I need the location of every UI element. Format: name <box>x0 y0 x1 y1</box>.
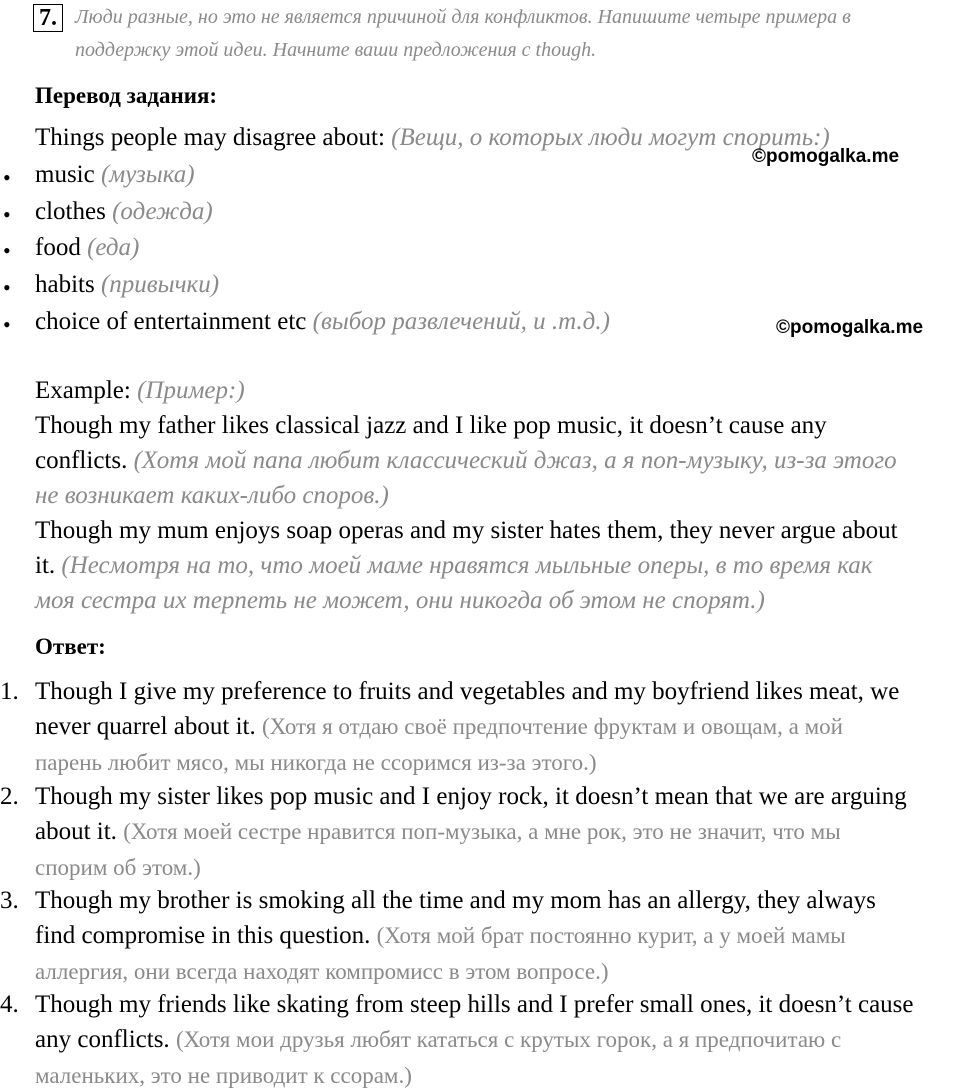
answer-1-ru: (Хотя я отдаю своё предпочтение фруктам и овощам, а мой <box>262 714 843 739</box>
item-ru: (еда) <box>87 234 140 261</box>
answer-3-line-2 <box>35 922 846 950</box>
example-label-line <box>35 377 245 405</box>
answer-3-en: find compromise in this question. <box>35 922 371 949</box>
example-2-ru: (Несмотря на то, что моей маме нравятся мыльные оперы, в то время как <box>61 552 873 579</box>
answer-1-line-2 <box>35 713 843 741</box>
task-text-line-2: поддержку этой идеи. Начните ваши предложения с though. <box>75 39 597 61</box>
list-item <box>35 198 213 226</box>
item-ru: (одежда) <box>112 198 213 225</box>
answer-2-line-1: Though my sister likes pop music and I enjoy rock, it doesn’t mean that we are arguing <box>35 783 907 810</box>
task-text-line-1: Люди разные, но это не является причиной для конфликтов. Напишите четыре примера в <box>75 6 851 28</box>
bullet-icon: • <box>3 238 11 263</box>
example-2-line-1: Though my mum enjoys soap operas and my sister hates them, they never argue about <box>35 517 898 544</box>
answer-3-ru: (Хотя мой брат постоянно курит, а у моей мамы <box>376 923 846 948</box>
answer-number: 4. <box>0 991 19 1018</box>
watermark: ©pomogalka.me <box>776 317 924 338</box>
answer-2-line-3: спорим об этом.) <box>35 855 201 880</box>
bullet-icon: • <box>3 202 11 227</box>
task-number: 7. <box>33 4 63 32</box>
answer-4-line-3: маленьких, это не приводит к ссорам.) <box>35 1063 412 1088</box>
bullet-icon: • <box>3 165 11 190</box>
intro-ru: (Вещи, о которых люди могут спорить:) <box>391 124 830 151</box>
example-2-en: it. <box>35 552 56 579</box>
intro-en: Things people may disagree about: <box>35 124 385 151</box>
answer-2-line-2 <box>35 818 841 846</box>
answer-2-en: about it. <box>35 818 117 845</box>
example-2-line-2 <box>35 552 872 580</box>
item-en: clothes <box>35 198 106 225</box>
answer-heading: Ответ: <box>35 634 106 659</box>
example-1-line-2 <box>35 447 897 475</box>
example-1-line-3: не возникает каких-либо споров.) <box>35 482 389 509</box>
answer-4-ru: (Хотя мои друзья любят кататься с крутых горок, а я предпочитаю с <box>175 1027 842 1052</box>
answer-1-line-3: парень любит мясо, мы никогда не ссоримся из-за этого.) <box>35 750 597 775</box>
item-ru: (музыка) <box>100 161 195 188</box>
answer-3-line-1: Though my brother is smoking all the time and my mom has an allergy, they always <box>35 887 876 914</box>
item-en: music <box>35 161 95 188</box>
list-item <box>35 161 195 189</box>
item-en: habits <box>35 271 95 298</box>
answer-3-line-3: аллергия, они всегда находят компромисс в этом вопросе.) <box>35 959 609 984</box>
answer-number: 1. <box>0 678 19 705</box>
intro-line <box>35 124 830 152</box>
bullet-icon: • <box>3 312 11 337</box>
answer-1-line-1: Though I give my preference to fruits and vegetables and my boyfriend likes meat, we <box>35 678 900 705</box>
item-ru: (выбор развлечений, и .т.д.) <box>312 308 610 335</box>
example-1-ru: (Хотя мой папа любит классический джаз, а я поп-музыку, из-за этого <box>133 447 897 474</box>
answer-4-line-2 <box>35 1026 841 1054</box>
list-item <box>35 308 610 336</box>
answer-number: 2. <box>0 783 19 810</box>
item-en: food <box>35 234 81 261</box>
list-item <box>35 271 219 299</box>
answer-number: 3. <box>0 887 19 914</box>
example-1-line-1: Though my father likes classical jazz and I like pop music, it doesn’t cause any <box>35 412 827 439</box>
watermark: ©pomogalka.me <box>752 146 900 167</box>
item-en: choice of entertainment etc <box>35 308 307 335</box>
list-item <box>35 234 139 262</box>
example-label: Example: <box>35 377 131 404</box>
answer-4-en: any conflicts. <box>35 1026 170 1053</box>
example-2-line-3: моя сестра их терпеть не может, они никогда об этом не спорят.) <box>35 587 765 614</box>
answer-4-line-1: Though my friends like skating from steep hills and I prefer small ones, it doesn’t cause <box>35 991 914 1018</box>
item-ru: (привычки) <box>100 271 220 298</box>
answer-1-en: never quarrel about it. <box>35 713 256 740</box>
answer-2-ru: (Хотя моей сестре нравится поп-музыка, а мне рок, это не значит, что мы <box>123 819 841 844</box>
example-label-ru: (Пример:) <box>137 377 245 404</box>
translation-heading: Перевод задания: <box>35 83 218 108</box>
example-1-en: conflicts. <box>35 447 128 474</box>
bullet-icon: • <box>3 275 11 300</box>
